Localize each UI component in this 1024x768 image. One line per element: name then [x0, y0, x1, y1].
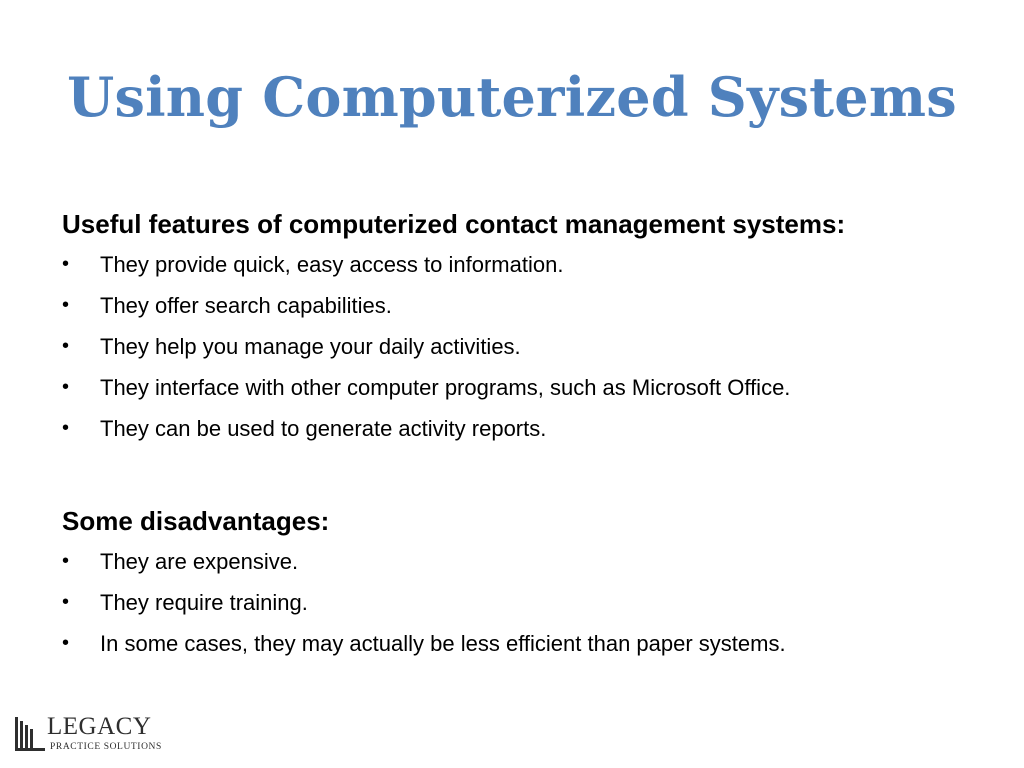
disadvantages-list: [62, 541, 1002, 664]
legacy-logo: [14, 713, 174, 757]
list-item-text: They are expensive.: [100, 549, 299, 574]
list-item-text: They provide quick, easy access to information.: [100, 252, 564, 277]
disadvantages-section: [62, 501, 1002, 664]
disadvantages-heading: Some disadvantages:: [62, 506, 330, 536]
bullet-icon: •: [62, 550, 70, 572]
list-item: [62, 326, 1002, 367]
bullet-icon: •: [62, 591, 70, 613]
legacy-logo-mark-icon: [14, 715, 46, 753]
list-item: [62, 582, 1002, 623]
list-item-text: They require training.: [100, 590, 308, 615]
features-list: [62, 244, 1002, 449]
list-item-text: They help you manage your daily activities.: [100, 334, 521, 359]
logo-tagline: PRACTICE SOLUTIONS: [50, 742, 162, 752]
logo-wordmark: LEGACY: [47, 713, 152, 740]
bullet-icon: •: [62, 376, 70, 398]
list-item: [62, 541, 1002, 582]
slide-title: Using Computerized Systems: [67, 65, 957, 129]
features-section: [62, 204, 1002, 449]
list-item: [62, 367, 1002, 408]
list-item-text: They offer search capabilities.: [100, 293, 392, 318]
bullet-icon: •: [62, 294, 70, 316]
list-item: [62, 244, 1002, 285]
list-item: [62, 623, 1002, 664]
section-gap: [62, 449, 1002, 501]
bullet-icon: •: [62, 335, 70, 357]
bullet-icon: •: [62, 253, 70, 275]
bullet-icon: •: [62, 417, 70, 439]
features-heading: Useful features of computerized contact management systems:: [62, 209, 846, 239]
list-item: [62, 285, 1002, 326]
list-item: [62, 408, 1002, 449]
slide-content: [62, 204, 1002, 664]
list-item-text: They can be used to generate activity reports.: [100, 416, 547, 441]
list-item-text: In some cases, they may actually be less efficient than paper systems.: [100, 631, 786, 656]
bullet-icon: •: [62, 632, 70, 654]
list-item-text: They interface with other computer programs, such as Microsoft Office.: [100, 375, 791, 400]
